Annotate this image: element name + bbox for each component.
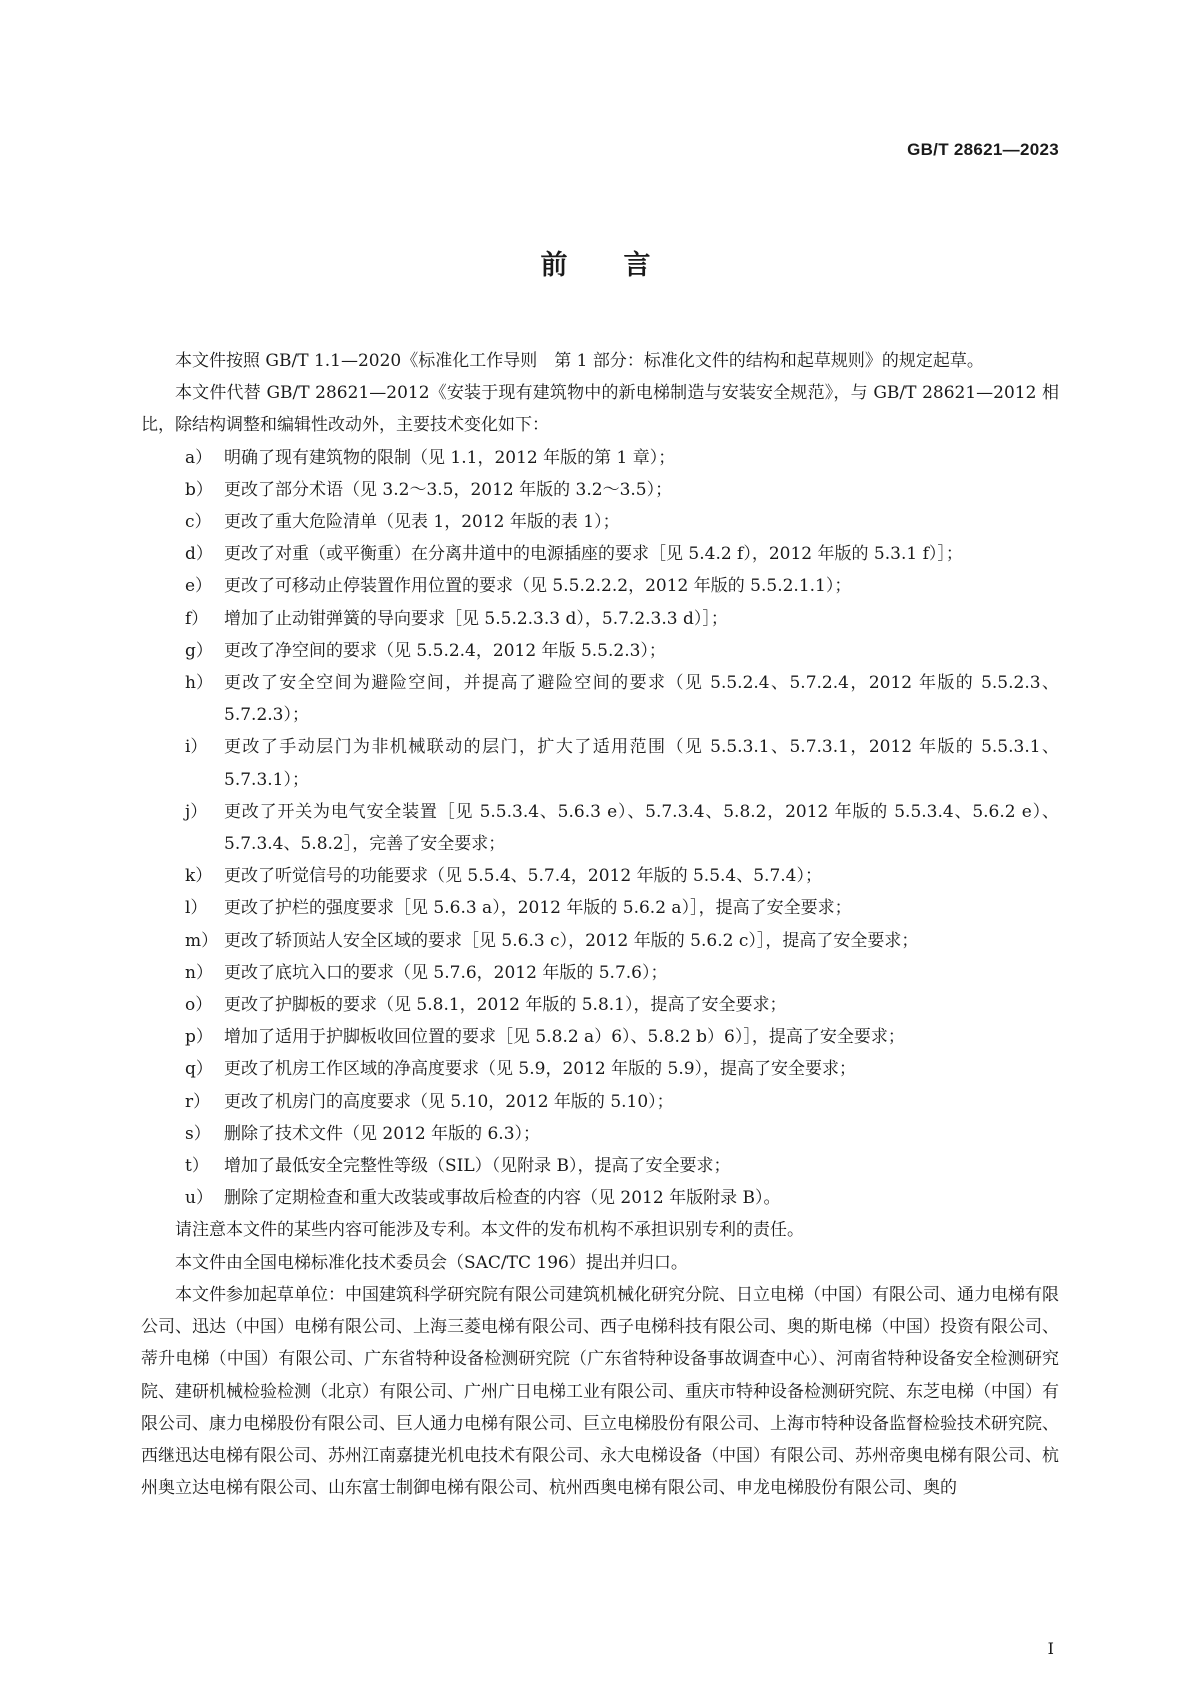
list-marker: d） (185, 544, 213, 565)
list-item-text: 更改了机房工作区域的净高度要求（见 5.9，2012 年版的 5.9），提高了安全要求； (224, 1059, 857, 1080)
list-item-text: 更改了听觉信号的功能要求（见 5.5.4、5.7.4，2012 年版的 5.5.4、5.7.4）； (224, 866, 822, 887)
standard-code: GB/T 28621—2023 (907, 140, 1059, 159)
list-item (141, 1053, 1059, 1085)
list-item-text: 更改了净空间的要求（见 5.5.2.4，2012 年版 5.5.2.3）； (224, 640, 666, 661)
list-item-text: 更改了对重（或平衡重）在分离井道中的电源插座的要求［见 5.4.2 f），2012 年版的 5.3.1 f）］； (224, 544, 963, 565)
list-marker: p） (185, 1027, 213, 1048)
list-item (141, 1182, 1059, 1214)
list-item-text: 更改了开关为电气安全装置［见 5.5.3.4、5.6.3 e）、5.7.3.4、5.8.2，2012 年版的 5.5.3.4、5.6.2 e）、5.7.3.4、5.8.2］，完善了安全要求； (224, 801, 1059, 855)
list-item-text: 更改了底坑入口的要求（见 5.7.6，2012 年版的 5.7.6）； (224, 962, 668, 983)
paragraph-drafting-rule: 本文件按照 GB/T 1.1—2020《标准化工作导则 第 1 部分：标准化文件的结构和起草规则》的规定起草。 (175, 351, 984, 371)
list-item (141, 860, 1059, 892)
page-title: 前言 (540, 250, 707, 281)
list-item (141, 892, 1059, 924)
list-item (141, 731, 1059, 795)
paragraph-replacement: 本文件代替 GB/T 28621—2012《安装于现有建筑物中的新电梯制造与安装安全规范》，与 GB/T 28621—2012 相比，除结构调整和编辑性改动外，主要技术变化如下： (141, 383, 1059, 436)
page-number: I (1047, 1639, 1054, 1658)
list-marker: o） (185, 995, 213, 1016)
list-item-text: 明确了现有建筑物的限制（见 1.1，2012 年版的第 1 章）； (224, 447, 676, 468)
list-marker: u） (185, 1188, 213, 1209)
list-marker: a） (185, 447, 213, 468)
list-item (141, 570, 1059, 602)
list-item-text: 更改了手动层门为非机械联动的层门，扩大了适用范围（见 5.5.3.1、5.7.3.1，2012 年版的 5.5.3.1、5.7.3.1）； (224, 737, 1059, 790)
list-item (141, 1118, 1059, 1150)
list-item (141, 667, 1059, 731)
list-item (141, 796, 1059, 860)
list-item-text: 更改了护栏的强度要求［见 5.6.3 a），2012 年版的 5.6.2 a）］，提高了安全要求； (224, 898, 852, 919)
list-item (141, 925, 1059, 957)
list-marker: j） (185, 801, 208, 822)
list-item-text: 更改了安全空间为避险空间，并提高了避险空间的要求（见 5.5.2.4、5.7.2.4，2012 年版的 5.5.2.3、5.7.2.3）； (224, 673, 1059, 726)
list-marker: t） (185, 1156, 209, 1177)
list-marker: f） (185, 608, 209, 629)
list-marker: g） (185, 640, 213, 661)
list-item (141, 442, 1059, 474)
paragraph-proposer: 本文件由全国电梯标准化技术委员会（SAC/TC 196）提出并归口。 (175, 1252, 688, 1273)
list-item (141, 957, 1059, 989)
list-item-text: 增加了最低安全完整性等级（SIL）（见附录 B），提高了安全要求； (224, 1156, 731, 1177)
list-item (141, 506, 1059, 538)
list-marker: e） (185, 576, 213, 597)
list-item-text: 删除了定期检查和重大改装或事故后检查的内容（见 2012 年版附录 B）。 (224, 1188, 781, 1209)
list-marker: c） (185, 512, 212, 533)
list-item (141, 474, 1059, 506)
list-item (141, 603, 1059, 635)
list-item-text: 更改了可移动止停装置作用位置的要求（见 5.5.2.2.2，2012 年版的 5.5.2.1.1）； (224, 576, 852, 597)
list-item-text: 更改了机房门的高度要求（见 5.10，2012 年版的 5.10）； (224, 1091, 674, 1112)
list-marker: h） (185, 673, 213, 694)
list-item (141, 1021, 1059, 1053)
list-item-text: 更改了护脚板的要求（见 5.8.1，2012 年版的 5.8.1），提高了安全要求； (224, 995, 787, 1016)
list-item (141, 635, 1059, 667)
list-marker: n） (185, 962, 213, 983)
paragraph-patent-notice: 请注意本文件的某些内容可能涉及专利。本文件的发布机构不承担识别专利的责任。 (175, 1220, 804, 1241)
list-marker: r） (185, 1091, 211, 1112)
list-item (141, 989, 1059, 1021)
list-marker: b） (185, 479, 213, 500)
list-item (141, 538, 1059, 570)
paragraph-drafting-units: 本文件参加起草单位：中国建筑科学研究院有限公司建筑机械化研究分院、日立电梯（中国）有限公司、通力电梯有限公司、迅达（中国）电梯有限公司、上海三菱电梯有限公司、西子电梯科技有限公司、奥的斯电梯（中国）投资有限公司、蒂升电梯（中国）有限公司、广东省特种设备检测研究院（广东省特种设备事故调查中心）、河南省特种设备安全检测研究院、建研机械检验检测（北京）有限公司、广州广日电梯工业有限公司、重庆市特种设备检测研究院、东芝电梯（中国）有限公司、康力电梯股份有限公司、巨人通力电梯有限公司、巨立电梯股份有限公司、上海市特种设备监督检验技术研究院、西继迅达电梯有限公司、苏州江南嘉捷光机电技术有限公司、永大电梯设备（中国）有限公司、苏州帝奥电梯有限公司、杭州奥立达电梯有限公司、山东富士制御电梯有限公司、杭州西奥电梯有限公司、申龙电梯股份有限公司、奥的 (141, 1284, 1059, 1499)
list-item-text: 更改了重大危险清单（见表 1，2012 年版的表 1）； (224, 512, 620, 533)
list-marker: m） (185, 930, 219, 951)
list-item-text: 增加了止动钳弹簧的导向要求［见 5.5.2.3.3 d），5.7.2.3.3 d）］； (224, 608, 728, 629)
list-item-text: 更改了部分术语（见 3.2～3.5，2012 年版的 3.2～3.5）； (224, 479, 673, 500)
list-item-text: 增加了适用于护脚板收回位置的要求［见 5.8.2 a）6）、5.8.2 b）6）］，提高了安全要求； (224, 1027, 905, 1048)
document-body (141, 345, 1059, 1504)
list-item-text: 删除了技术文件（见 2012 年版的 6.3）； (224, 1123, 541, 1144)
changes-list (141, 442, 1059, 1215)
list-marker: i） (185, 737, 208, 758)
list-marker: l） (185, 898, 208, 919)
list-item-text: 更改了轿顶站人安全区域的要求［见 5.6.3 c），2012 年版的 5.6.2 c）］，提高了安全要求； (224, 930, 919, 951)
list-marker: q） (185, 1059, 213, 1080)
list-item (141, 1086, 1059, 1118)
list-item (141, 1150, 1059, 1182)
list-marker: s） (185, 1123, 211, 1144)
list-marker: k） (185, 866, 213, 887)
